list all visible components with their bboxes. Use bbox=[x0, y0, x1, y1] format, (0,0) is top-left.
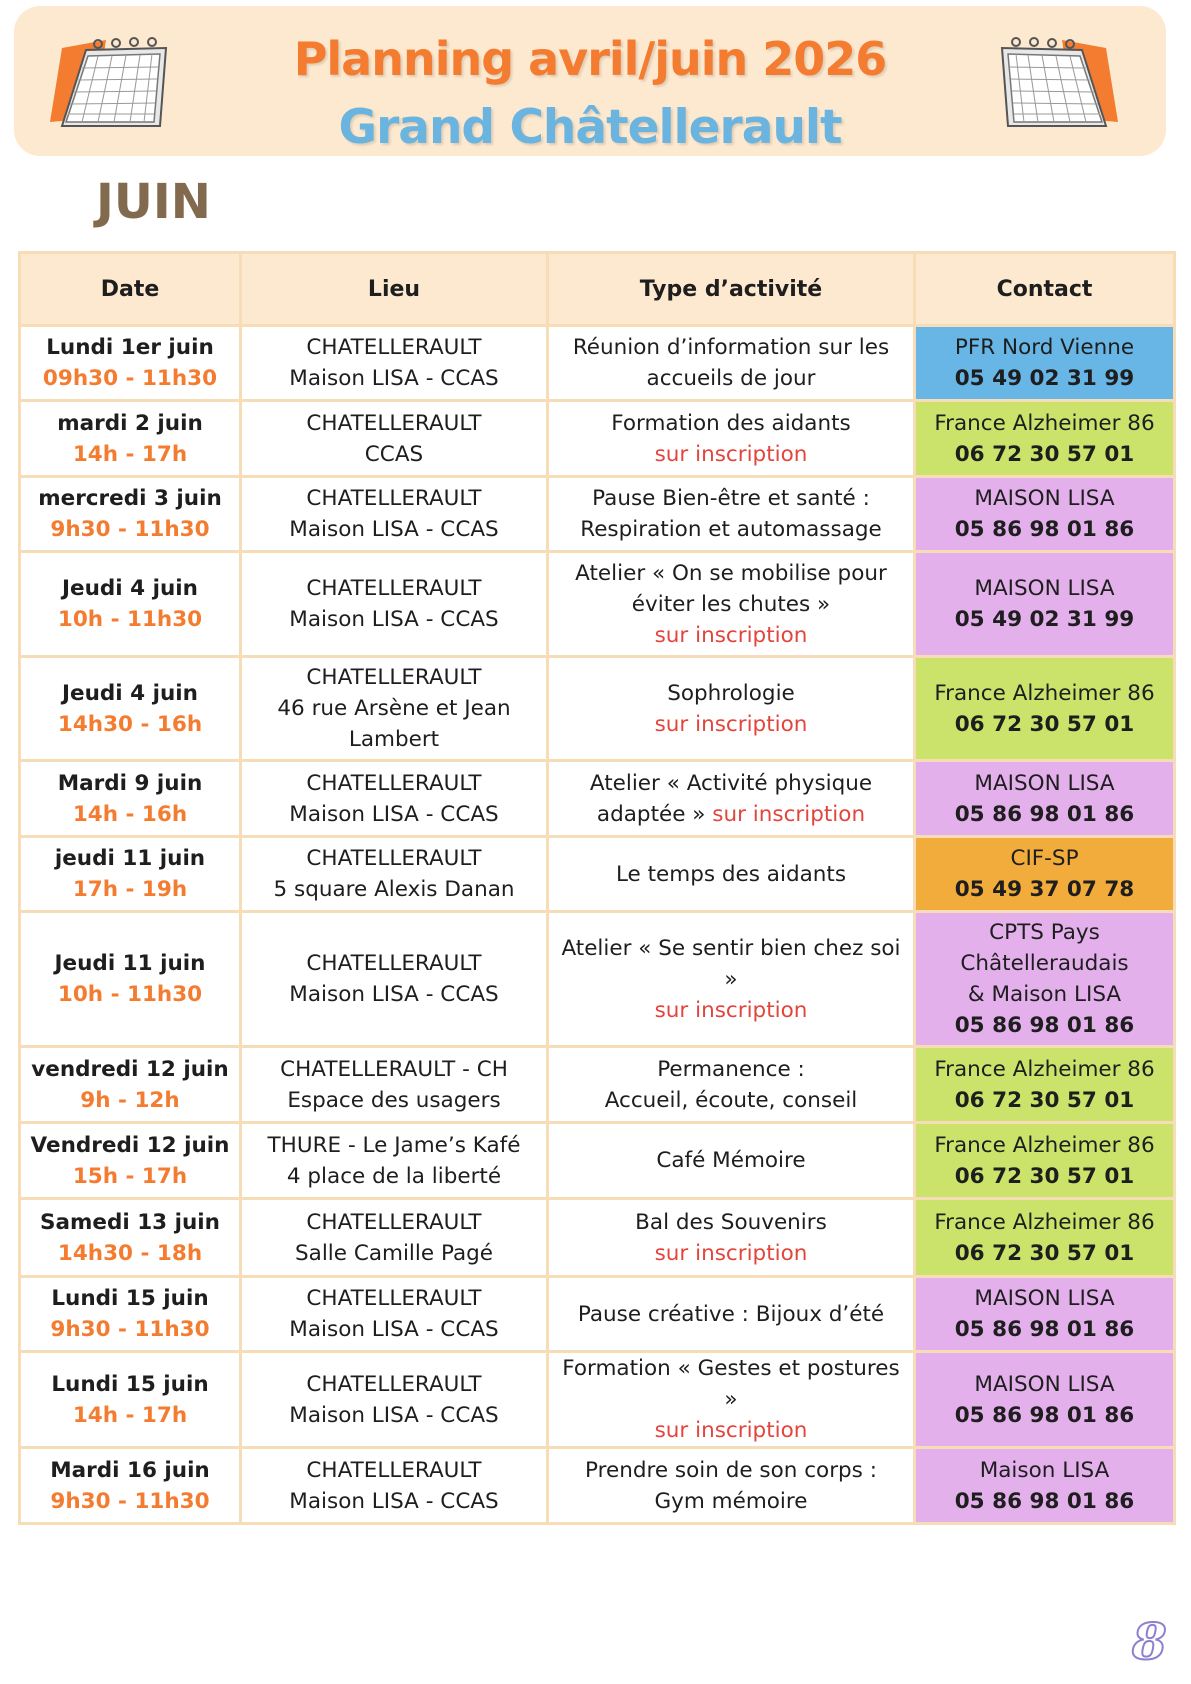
contact-name: France Alzheimer 86 bbox=[934, 1132, 1155, 1158]
table-row bbox=[20, 1199, 1175, 1277]
lieu-line: CHATELLERAULT bbox=[306, 335, 482, 360]
event-time: 14h30 - 18h bbox=[57, 1240, 203, 1266]
cell-contact bbox=[915, 1352, 1175, 1448]
lieu-line: Maison LISA - CCAS bbox=[289, 1488, 499, 1514]
header-date: Date bbox=[20, 253, 241, 326]
activity-line: Atelier « Activité physique bbox=[589, 770, 873, 796]
activity-line: Accueil, écoute, conseil bbox=[604, 1087, 858, 1113]
event-time: 14h - 16h bbox=[72, 801, 188, 827]
activity-line: accueils de jour bbox=[646, 366, 816, 391]
event-date: vendredi 12 juin bbox=[31, 1056, 229, 1082]
lieu-line: CHATELLERAULT bbox=[306, 1457, 482, 1483]
lieu-line: Maison LISA - CCAS bbox=[289, 1317, 499, 1342]
header-lieu: Lieu bbox=[241, 253, 548, 326]
cell-contact bbox=[915, 1277, 1175, 1352]
contact-phone: 05 86 98 01 86 bbox=[954, 517, 1135, 542]
contact-name: MAISON LISA bbox=[974, 770, 1115, 796]
event-date: mercredi 3 juin bbox=[38, 486, 222, 511]
cell-date bbox=[20, 1352, 241, 1448]
lieu-line: CHATELLERAULT - CH bbox=[280, 1056, 508, 1082]
cell-activity bbox=[548, 326, 915, 401]
header-banner bbox=[14, 6, 1166, 156]
page-title: Planning avril/juin 2026 bbox=[293, 32, 887, 86]
activity-line: Pause Bien-être et santé : bbox=[592, 486, 870, 511]
cell-activity bbox=[548, 401, 915, 477]
cell-contact bbox=[915, 401, 1175, 477]
contact-phone: 05 86 98 01 86 bbox=[954, 1317, 1135, 1342]
event-time: 10h - 11h30 bbox=[57, 982, 203, 1007]
cell-activity bbox=[548, 761, 915, 837]
cell-activity bbox=[548, 552, 915, 657]
cell-lieu bbox=[241, 326, 548, 401]
lieu-line: Espace des usagers bbox=[287, 1087, 501, 1113]
activity-line: Atelier « On se mobilise pour bbox=[575, 560, 887, 586]
contact-name: MAISON LISA bbox=[974, 486, 1115, 511]
contact-name: Châtelleraudais bbox=[960, 951, 1129, 976]
event-date: Samedi 13 juin bbox=[40, 1209, 220, 1235]
page-number: 8 bbox=[1132, 1612, 1167, 1671]
activity-line: Réunion d’information sur les bbox=[572, 335, 890, 360]
event-date: Lundi 15 juin bbox=[51, 1286, 209, 1311]
event-date: Mardi 9 juin bbox=[57, 770, 203, 796]
activity-line: Formation « Gestes et postures » bbox=[562, 1356, 900, 1412]
cell-date bbox=[20, 912, 241, 1047]
cell-lieu bbox=[241, 657, 548, 761]
activity-line: éviter les chutes » bbox=[631, 591, 831, 617]
lieu-line: CHATELLERAULT bbox=[306, 665, 482, 690]
event-time: 14h30 - 16h bbox=[57, 711, 203, 737]
activity-text: adaptée » bbox=[596, 801, 706, 827]
cell-date bbox=[20, 401, 241, 477]
cell-contact bbox=[915, 1047, 1175, 1123]
table-row bbox=[20, 761, 1175, 837]
contact-phone: 05 49 37 07 78 bbox=[954, 877, 1135, 902]
lieu-line: Lambert bbox=[348, 727, 440, 752]
cell-lieu bbox=[241, 1047, 548, 1123]
lieu-line: Maison LISA - CCAS bbox=[289, 1402, 499, 1428]
cell-contact bbox=[915, 326, 1175, 401]
cell-date bbox=[20, 837, 241, 912]
cell-activity bbox=[548, 1199, 915, 1277]
event-date: Jeudi 11 juin bbox=[54, 951, 206, 976]
cell-activity bbox=[548, 1448, 915, 1524]
table-row bbox=[20, 326, 1175, 401]
cell-contact bbox=[915, 837, 1175, 912]
month-heading: JUIN bbox=[96, 174, 211, 230]
contact-phone: 05 86 98 01 86 bbox=[954, 1013, 1135, 1038]
event-time: 14h - 17h bbox=[72, 1402, 188, 1428]
table-row bbox=[20, 837, 1175, 912]
lieu-line: 4 place de la liberté bbox=[286, 1163, 502, 1189]
cell-lieu bbox=[241, 401, 548, 477]
contact-name: France Alzheimer 86 bbox=[934, 680, 1155, 706]
cell-activity bbox=[548, 657, 915, 761]
contact-phone: 05 49 02 31 99 bbox=[954, 366, 1135, 391]
lieu-line: Maison LISA - CCAS bbox=[289, 607, 499, 632]
cell-contact bbox=[915, 552, 1175, 657]
table-row bbox=[20, 1277, 1175, 1352]
cell-activity bbox=[548, 477, 915, 552]
activity-line: Prendre soin de son corps : bbox=[585, 1457, 877, 1483]
cell-lieu bbox=[241, 912, 548, 1047]
lieu-line: Salle Camille Pagé bbox=[295, 1240, 493, 1266]
lieu-line: CHATELLERAULT bbox=[306, 1286, 482, 1311]
activity-line: Pause créative : Bijoux d’été bbox=[577, 1301, 885, 1327]
event-date: Mardi 16 juin bbox=[50, 1457, 210, 1483]
table-row bbox=[20, 477, 1175, 552]
contact-name: MAISON LISA bbox=[974, 1371, 1115, 1397]
table-row bbox=[20, 912, 1175, 1047]
cell-contact bbox=[915, 912, 1175, 1047]
event-time: 15h - 17h bbox=[72, 1163, 188, 1189]
header-contact: Contact bbox=[915, 253, 1175, 326]
page-subtitle: Grand Châtellerault bbox=[338, 100, 842, 155]
contact-name: & Maison LISA bbox=[967, 982, 1122, 1007]
table-row bbox=[20, 401, 1175, 477]
inscription-note: sur inscription bbox=[654, 997, 808, 1023]
lieu-line: CHATELLERAULT bbox=[306, 576, 482, 601]
event-time: 17h - 19h bbox=[72, 877, 188, 902]
cell-lieu bbox=[241, 552, 548, 657]
table-row bbox=[20, 552, 1175, 657]
activity-line: Bal des Souvenirs bbox=[635, 1209, 827, 1235]
table-row bbox=[20, 657, 1175, 761]
activity-line: Sophrologie bbox=[667, 680, 795, 706]
event-date: Lundi 1er juin bbox=[46, 335, 214, 360]
lieu-line: CHATELLERAULT bbox=[306, 846, 482, 871]
cell-date bbox=[20, 552, 241, 657]
lieu-line: Maison LISA - CCAS bbox=[289, 366, 499, 391]
contact-name: France Alzheimer 86 bbox=[934, 1056, 1155, 1082]
activity-line: Gym mémoire bbox=[654, 1488, 808, 1514]
table-header-row bbox=[20, 253, 1175, 326]
cell-contact bbox=[915, 1199, 1175, 1277]
cell-contact bbox=[915, 477, 1175, 552]
event-date: mardi 2 juin bbox=[57, 410, 203, 436]
cell-lieu bbox=[241, 1352, 548, 1448]
lieu-line: CHATELLERAULT bbox=[306, 1371, 482, 1397]
calendar-icon bbox=[996, 22, 1126, 142]
contact-phone: 05 86 98 01 86 bbox=[954, 801, 1135, 827]
activity-line: Café Mémoire bbox=[656, 1148, 806, 1173]
contact-name: PFR Nord Vienne bbox=[954, 335, 1135, 360]
lieu-line: CHATELLERAULT bbox=[306, 1209, 482, 1235]
inscription-note: sur inscription bbox=[654, 1240, 808, 1266]
lieu-line: 5 square Alexis Danan bbox=[273, 877, 515, 902]
table-row bbox=[20, 1448, 1175, 1524]
lieu-line: Maison LISA - CCAS bbox=[289, 801, 499, 827]
lieu-line: 46 rue Arsène et Jean bbox=[277, 696, 511, 721]
event-time: 9h - 12h bbox=[80, 1087, 180, 1113]
lieu-line: CHATELLERAULT bbox=[306, 770, 482, 796]
cell-lieu bbox=[241, 1123, 548, 1199]
table-row bbox=[20, 1047, 1175, 1123]
contact-name: CIF-SP bbox=[1010, 846, 1079, 871]
cell-date bbox=[20, 761, 241, 837]
activity-line: Respiration et automassage bbox=[580, 517, 882, 542]
inscription-note: sur inscription bbox=[654, 622, 808, 648]
event-date: Jeudi 4 juin bbox=[62, 680, 198, 706]
event-time: 9h30 - 11h30 bbox=[50, 517, 210, 542]
cell-date bbox=[20, 1277, 241, 1352]
cell-activity bbox=[548, 1123, 915, 1199]
cell-contact bbox=[915, 1123, 1175, 1199]
cell-lieu bbox=[241, 1448, 548, 1524]
cell-contact bbox=[915, 761, 1175, 837]
cell-date bbox=[20, 326, 241, 401]
contact-phone: 06 72 30 57 01 bbox=[954, 711, 1135, 737]
activity-line: Formation des aidants bbox=[611, 410, 851, 436]
table-row bbox=[20, 1352, 1175, 1448]
lieu-line: Maison LISA - CCAS bbox=[289, 982, 499, 1007]
contact-phone: 06 72 30 57 01 bbox=[954, 441, 1135, 467]
cell-date bbox=[20, 657, 241, 761]
contact-phone: 06 72 30 57 01 bbox=[954, 1087, 1135, 1113]
table-row bbox=[20, 1123, 1175, 1199]
contact-phone: 06 72 30 57 01 bbox=[954, 1163, 1135, 1189]
cell-date bbox=[20, 1199, 241, 1277]
lieu-line: CHATELLERAULT bbox=[306, 486, 482, 511]
inscription-note: sur inscription bbox=[654, 711, 808, 737]
cell-lieu bbox=[241, 1199, 548, 1277]
cell-activity bbox=[548, 1352, 915, 1448]
contact-name: MAISON LISA bbox=[974, 1286, 1115, 1311]
activity-line: Permanence : bbox=[657, 1056, 805, 1082]
contact-phone: 05 49 02 31 99 bbox=[954, 607, 1135, 632]
event-time: 14h - 17h bbox=[72, 441, 188, 467]
lieu-line: Maison LISA - CCAS bbox=[289, 517, 499, 542]
cell-lieu bbox=[241, 761, 548, 837]
cell-date bbox=[20, 477, 241, 552]
contact-name: MAISON LISA bbox=[974, 576, 1115, 601]
cell-contact bbox=[915, 657, 1175, 761]
contact-name: France Alzheimer 86 bbox=[934, 410, 1155, 436]
event-date: jeudi 11 juin bbox=[54, 846, 206, 871]
schedule-table bbox=[18, 251, 1176, 1525]
cell-lieu bbox=[241, 837, 548, 912]
event-time: 9h30 - 11h30 bbox=[50, 1317, 210, 1342]
lieu-line: CHATELLERAULT bbox=[306, 951, 482, 976]
event-time: 10h - 11h30 bbox=[57, 607, 203, 632]
header-activity: Type d’activité bbox=[548, 253, 915, 326]
event-time: 09h30 - 11h30 bbox=[42, 366, 218, 391]
cell-lieu bbox=[241, 1277, 548, 1352]
contact-name: France Alzheimer 86 bbox=[934, 1209, 1155, 1235]
event-date: Lundi 15 juin bbox=[51, 1371, 209, 1397]
event-date: Vendredi 12 juin bbox=[30, 1132, 230, 1158]
contact-phone: 06 72 30 57 01 bbox=[954, 1240, 1135, 1266]
inscription-note: sur inscription bbox=[654, 441, 808, 467]
lieu-line: THURE - Le Jame’s Kafé bbox=[267, 1132, 521, 1158]
event-date: Jeudi 4 juin bbox=[62, 576, 198, 601]
contact-name: Maison LISA bbox=[979, 1457, 1110, 1483]
event-time: 9h30 - 11h30 bbox=[50, 1488, 210, 1514]
activity-line: Atelier « Se sentir bien chez soi » bbox=[561, 935, 901, 992]
activity-line bbox=[553, 799, 909, 830]
cell-activity bbox=[548, 912, 915, 1047]
cell-activity bbox=[548, 1047, 915, 1123]
contact-phone: 05 86 98 01 86 bbox=[954, 1488, 1135, 1514]
inscription-note: sur inscription bbox=[712, 801, 866, 827]
cell-date bbox=[20, 1047, 241, 1123]
calendar-icon bbox=[42, 22, 172, 142]
lieu-line: CHATELLERAULT bbox=[306, 410, 482, 436]
lieu-line: CCAS bbox=[364, 441, 424, 467]
cell-contact bbox=[915, 1448, 1175, 1524]
cell-lieu bbox=[241, 477, 548, 552]
cell-date bbox=[20, 1448, 241, 1524]
inscription-note: sur inscription bbox=[654, 1418, 808, 1443]
cell-activity bbox=[548, 837, 915, 912]
contact-name: CPTS Pays bbox=[989, 920, 1100, 945]
activity-line: Le temps des aidants bbox=[615, 861, 847, 887]
contact-phone: 05 86 98 01 86 bbox=[954, 1402, 1135, 1428]
cell-activity bbox=[548, 1277, 915, 1352]
cell-date bbox=[20, 1123, 241, 1199]
